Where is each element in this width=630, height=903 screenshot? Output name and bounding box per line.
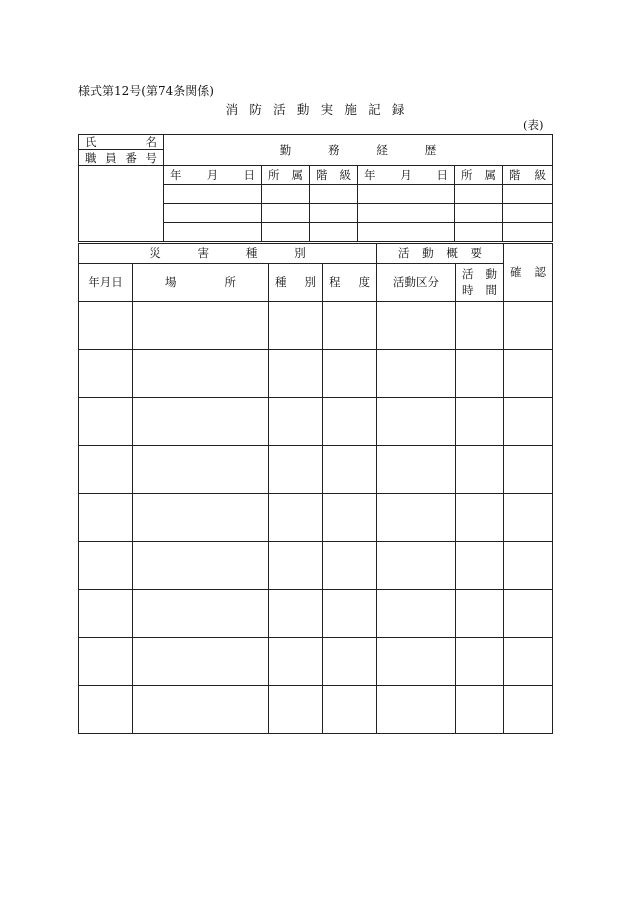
col-date-1: 年 月 日 [164,166,262,185]
record-row [79,302,553,350]
record-cell[interactable] [377,590,456,638]
col-activity-time: 活 動 時 間 [456,264,504,302]
record-row [79,590,553,638]
record-cell[interactable] [269,686,323,734]
record-cell[interactable] [133,542,269,590]
col-rank-2: 階 級 [503,166,553,185]
record-cell[interactable] [269,398,323,446]
record-cell[interactable] [377,494,456,542]
record-cell[interactable] [269,590,323,638]
record-cell[interactable] [377,542,456,590]
record-cell[interactable] [323,350,377,398]
record-cell[interactable] [133,494,269,542]
record-cell[interactable] [456,542,504,590]
side-mark: (表) [523,118,544,132]
career-cell[interactable] [164,185,262,204]
col-date: 年月日 [79,264,133,302]
record-cell[interactable] [456,446,504,494]
record-cell[interactable] [269,542,323,590]
career-cell[interactable] [358,204,455,223]
col-affiliation-1: 所 属 [262,166,310,185]
record-cell[interactable] [504,638,553,686]
record-cell[interactable] [377,686,456,734]
record-cell[interactable] [133,638,269,686]
staff-id-label: 職 員 番 号 [79,150,164,166]
record-cell[interactable] [133,686,269,734]
disaster-type-heading: 災害種別 [79,244,377,264]
record-cell[interactable] [323,302,377,350]
career-heading: 勤務経歴 [164,135,553,166]
career-cell[interactable] [262,223,310,242]
career-cell[interactable] [164,204,262,223]
record-cell[interactable] [269,350,323,398]
record-row [79,350,553,398]
name-label: 氏 名 [79,135,164,150]
confirm-label: 確 認 [504,244,553,302]
record-cell[interactable] [377,638,456,686]
record-cell[interactable] [504,398,553,446]
record-cell[interactable] [133,398,269,446]
record-cell[interactable] [79,494,133,542]
record-cell[interactable] [504,590,553,638]
career-cell[interactable] [455,204,503,223]
career-cell[interactable] [262,185,310,204]
record-cell[interactable] [504,350,553,398]
record-cell[interactable] [79,446,133,494]
record-cell[interactable] [504,302,553,350]
col-place: 場 所 [133,264,269,302]
activity-record-table [78,243,553,734]
record-cell[interactable] [504,494,553,542]
record-cell[interactable] [456,302,504,350]
career-cell[interactable] [455,223,503,242]
name-value-cell[interactable] [79,166,164,242]
career-cell[interactable] [310,185,358,204]
record-cell[interactable] [323,398,377,446]
career-table [78,134,553,242]
record-cell[interactable] [79,350,133,398]
record-cell[interactable] [79,590,133,638]
record-cell[interactable] [269,302,323,350]
record-cell[interactable] [504,542,553,590]
record-cell[interactable] [456,350,504,398]
col-degree: 程 度 [323,264,377,302]
record-cell[interactable] [456,494,504,542]
record-cell[interactable] [377,302,456,350]
record-cell[interactable] [323,638,377,686]
col-kind: 種 別 [269,264,323,302]
record-cell[interactable] [79,398,133,446]
record-cell[interactable] [133,302,269,350]
form-number: 様式第12号(第74条関係) [78,84,214,98]
record-cell[interactable] [456,590,504,638]
record-cell[interactable] [504,686,553,734]
record-cell[interactable] [504,446,553,494]
record-cell[interactable] [269,446,323,494]
record-cell[interactable] [323,446,377,494]
record-cell[interactable] [456,638,504,686]
col-affiliation-2: 所 属 [455,166,503,185]
record-cell[interactable] [133,350,269,398]
record-cell[interactable] [456,398,504,446]
career-cell[interactable] [503,223,553,242]
career-cell[interactable] [310,204,358,223]
record-cell[interactable] [269,494,323,542]
career-cell[interactable] [310,223,358,242]
record-cell[interactable] [323,686,377,734]
record-row [79,542,553,590]
record-row [79,398,553,446]
record-cell[interactable] [133,590,269,638]
career-cell[interactable] [503,204,553,223]
record-cell[interactable] [377,398,456,446]
record-cell[interactable] [377,350,456,398]
col-rank-1: 階 級 [310,166,358,185]
record-cell[interactable] [269,638,323,686]
record-cell[interactable] [456,686,504,734]
record-row [79,686,553,734]
record-row [79,638,553,686]
career-cell[interactable] [358,223,455,242]
record-row [79,494,553,542]
record-cell[interactable] [79,638,133,686]
record-cell[interactable] [79,686,133,734]
record-row [79,446,553,494]
record-cell[interactable] [323,542,377,590]
col-activity-category: 活動区分 [377,264,456,302]
activity-summary-heading: 活動概要 [377,244,504,264]
record-cell[interactable] [79,302,133,350]
record-cell[interactable] [323,590,377,638]
record-cell[interactable] [133,446,269,494]
record-cell[interactable] [79,542,133,590]
career-cell[interactable] [164,223,262,242]
career-cell[interactable] [358,185,455,204]
document-title: 消防活動実施記録 [225,102,416,117]
career-cell[interactable] [455,185,503,204]
col-date-2: 年 月 日 [358,166,455,185]
record-cell[interactable] [377,446,456,494]
career-cell[interactable] [503,185,553,204]
career-cell[interactable] [262,204,310,223]
record-cell[interactable] [323,494,377,542]
